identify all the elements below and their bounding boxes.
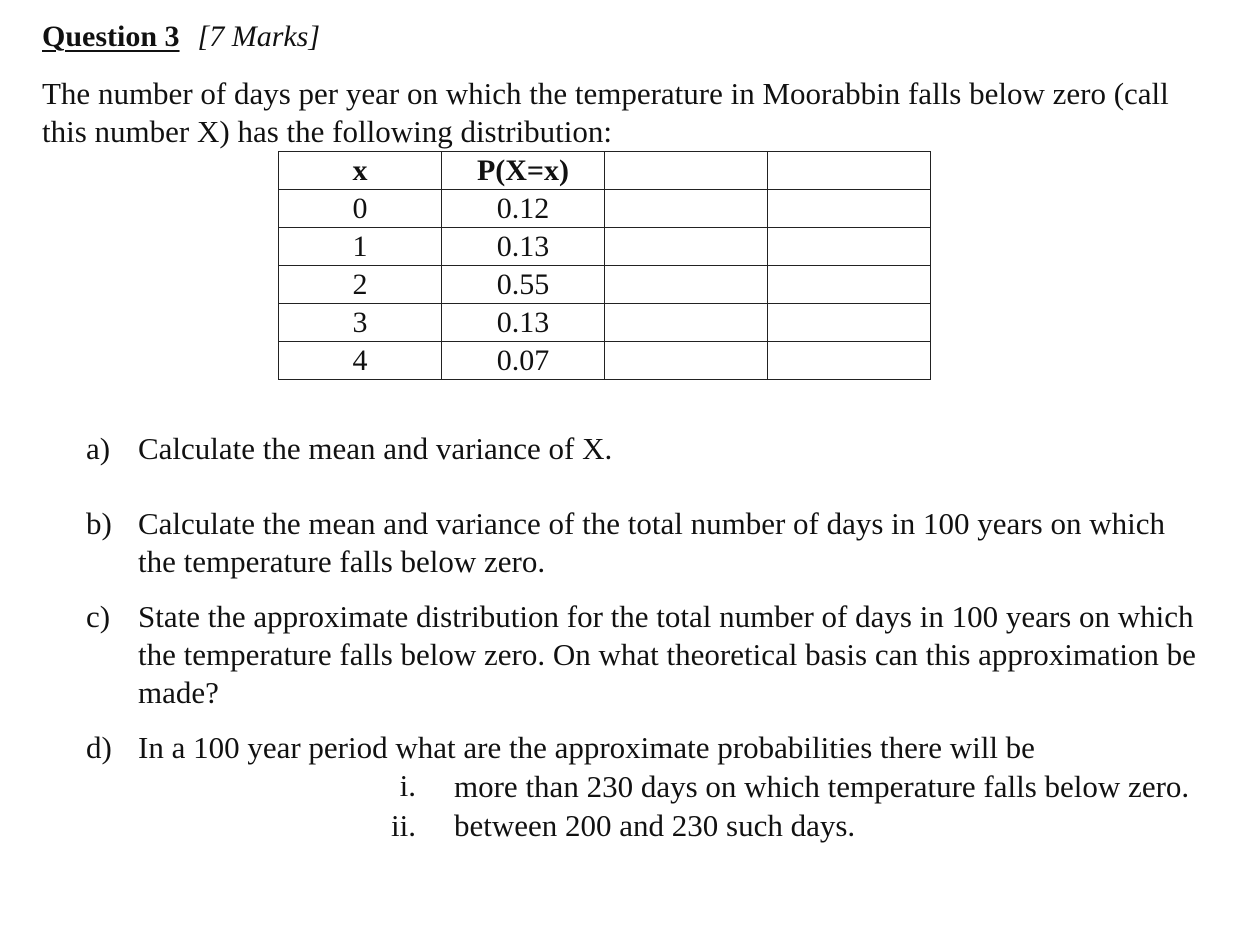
cell-blank [768, 266, 931, 304]
part-c-label: c) [86, 599, 111, 634]
header-x: x [279, 152, 442, 190]
question-marks: [7 Marks] [197, 20, 321, 53]
question-title: Question 3 [42, 20, 180, 53]
subitem-text: more than 230 days on which temperature falls below zero. [454, 769, 1190, 804]
part-d-label: d) [86, 730, 112, 765]
cell-blank [768, 304, 931, 342]
part-d [86, 729, 1196, 767]
part-d-text: In a 100 year period what are the approximate probabilities there will be [138, 730, 1035, 765]
cell-x: 0 [279, 190, 442, 228]
table-row [279, 342, 931, 380]
cell-x: 1 [279, 228, 442, 266]
subitem-label: ii. [391, 808, 416, 843]
part-a-text: Calculate the mean and variance of X. [138, 431, 613, 466]
distribution-table [278, 151, 931, 380]
cell-p: 0.13 [442, 304, 605, 342]
subitem-text: between 200 and 230 such days. [454, 808, 856, 843]
part-d-subitem [344, 807, 1196, 845]
part-b [86, 505, 1196, 581]
subitem-label: i. [399, 768, 416, 803]
cell-blank [605, 266, 768, 304]
cell-blank [605, 228, 768, 266]
cell-blank [768, 190, 931, 228]
cell-p: 0.13 [442, 228, 605, 266]
header-blank-1 [605, 152, 768, 190]
part-a [86, 430, 1196, 468]
cell-p: 0.12 [442, 190, 605, 228]
part-b-text: Calculate the mean and variance of the total number of days in 100 years on which the temperature falls below zero. [138, 506, 1165, 579]
header-probability: P(X=x) [442, 152, 605, 190]
intro-text: The number of days per year on which the temperature in Moorabbin falls below zero (call this number X) has the following distribution: [42, 76, 1169, 149]
cell-p: 0.07 [442, 342, 605, 380]
table-row [279, 190, 931, 228]
cell-x: 4 [279, 342, 442, 380]
header-blank-2 [768, 152, 931, 190]
cell-blank [605, 304, 768, 342]
question-intro [42, 75, 1182, 151]
question-heading [42, 18, 320, 56]
question-parts [86, 430, 1196, 845]
table-row [279, 266, 931, 304]
part-c-text: State the approximate distribution for the total number of days in 100 years on which the temperature falls below zero. On what theoretical basis can this approximation be made? [138, 599, 1196, 710]
part-d-subitem [344, 767, 1196, 807]
cell-blank [768, 342, 931, 380]
table-row [279, 228, 931, 266]
cell-blank [605, 190, 768, 228]
cell-blank [768, 228, 931, 266]
part-b-label: b) [86, 506, 112, 541]
part-a-label: a) [86, 431, 111, 466]
cell-p: 0.55 [442, 266, 605, 304]
part-c [86, 598, 1196, 712]
table-row [279, 304, 931, 342]
cell-x: 2 [279, 266, 442, 304]
cell-blank [605, 342, 768, 380]
cell-x: 3 [279, 304, 442, 342]
table-header-row [279, 152, 931, 190]
